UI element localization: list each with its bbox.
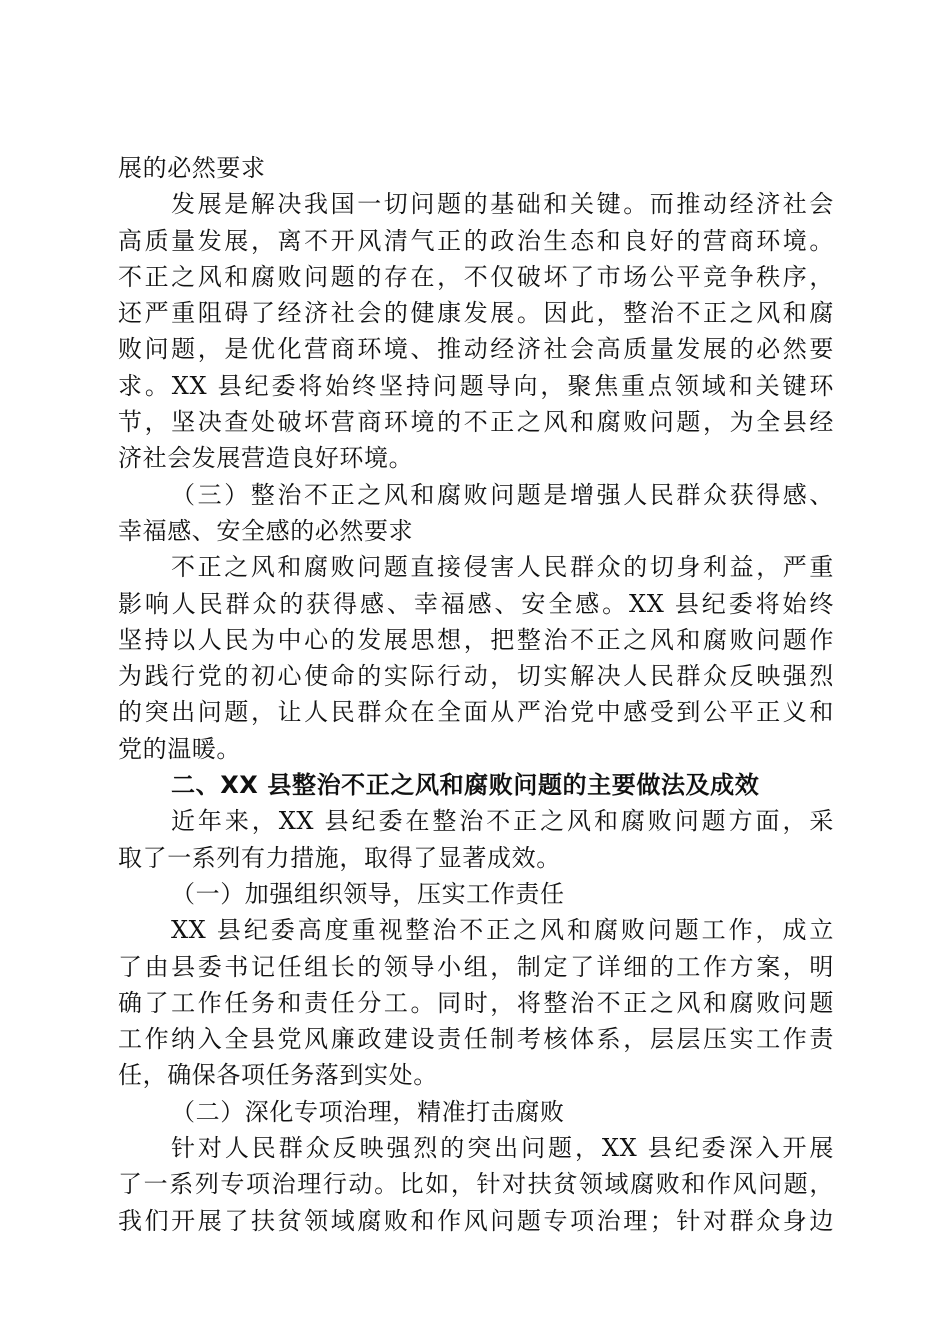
paragraph-line: 求。XX 县纪委将始终坚持问题导向，聚焦重点领域和关键环 <box>118 371 834 400</box>
paragraph-line: 不正之风和腐败问题的存在，不仅破坏了市场公平竞争秩序， <box>118 262 834 291</box>
paragraph-line: 不正之风和腐败问题直接侵害人民群众的切身利益，严重 <box>171 553 834 582</box>
paragraph-line: 确了工作任务和责任分工。同时，将整治不正之风和腐败问题 <box>118 988 834 1017</box>
paragraph-line: 了由县委书记任组长的领导小组，制定了详细的工作方案，明 <box>118 952 834 981</box>
paragraph-line: 了一系列专项治理行动。比如，针对扶贫领域腐败和作风问题， <box>118 1170 834 1199</box>
section-heading-line: 幸福感、安全感的必然要求 <box>118 516 414 545</box>
paragraph-line: 为践行党的初心使命的实际行动，切实解决人民群众反映强烈 <box>118 662 834 691</box>
chapter-heading: 二、XX 县整治不正之风和腐败问题的主要做法及成效 <box>171 771 760 800</box>
paragraph-line: 党的温暖。 <box>118 734 241 763</box>
paragraph-line: 任，确保各项任务落到实处。 <box>118 1061 438 1090</box>
paragraph-line: 影响人民群众的获得感、幸福感、安全感。XX 县纪委将始终 <box>118 589 834 618</box>
paragraph-line: 的突出问题，让人民群众在全面从严治党中感受到公平正义和 <box>118 698 834 727</box>
paragraph-line: 高质量发展，离不开风清气正的政治生态和良好的营商环境。 <box>118 226 834 255</box>
section-heading-line: （三）整治不正之风和腐败问题是增强人民群众获得感、 <box>171 480 834 509</box>
paragraph-line: 针对人民群众反映强烈的突出问题，XX 县纪委深入开展 <box>171 1134 834 1163</box>
document-body <box>118 150 834 1239</box>
paragraph-line: 取了一系列有力措施，取得了显著成效。 <box>118 843 561 872</box>
paragraph-line: 发展是解决我国一切问题的基础和关键。而推动经济社会 <box>171 190 834 219</box>
paragraph-line: 败问题，是优化营商环境、推动经济社会高质量发展的必然要 <box>118 335 834 364</box>
paragraph-line: 近年来，XX 县纪委在整治不正之风和腐败问题方面，采 <box>171 807 834 836</box>
paragraph-line: XX 县纪委高度重视整治不正之风和腐败问题工作，成立 <box>171 916 834 945</box>
section-heading-line: （一）加强组织领导，压实工作责任 <box>171 879 565 908</box>
paragraph-line: 济社会发展营造良好环境。 <box>118 444 414 473</box>
paragraph-line: 节，坚决查处破坏营商环境的不正之风和腐败问题，为全县经 <box>118 408 834 437</box>
section-heading-line: （二）深化专项治理，精准打击腐败 <box>171 1097 565 1126</box>
paragraph-line: 我们开展了扶贫领域腐败和作风问题专项治理；针对群众身边 <box>118 1206 834 1235</box>
paragraph-line: 坚持以人民为中心的发展思想，把整治不正之风和腐败问题作 <box>118 625 834 654</box>
paragraph-line: 工作纳入全县党风廉政建设责任制考核体系，层层压实工作责 <box>118 1025 834 1054</box>
paragraph-line: 展的必然要求 <box>118 154 266 182</box>
paragraph-line: 还严重阻碍了经济社会的健康发展。因此，整治不正之风和腐 <box>118 299 834 328</box>
